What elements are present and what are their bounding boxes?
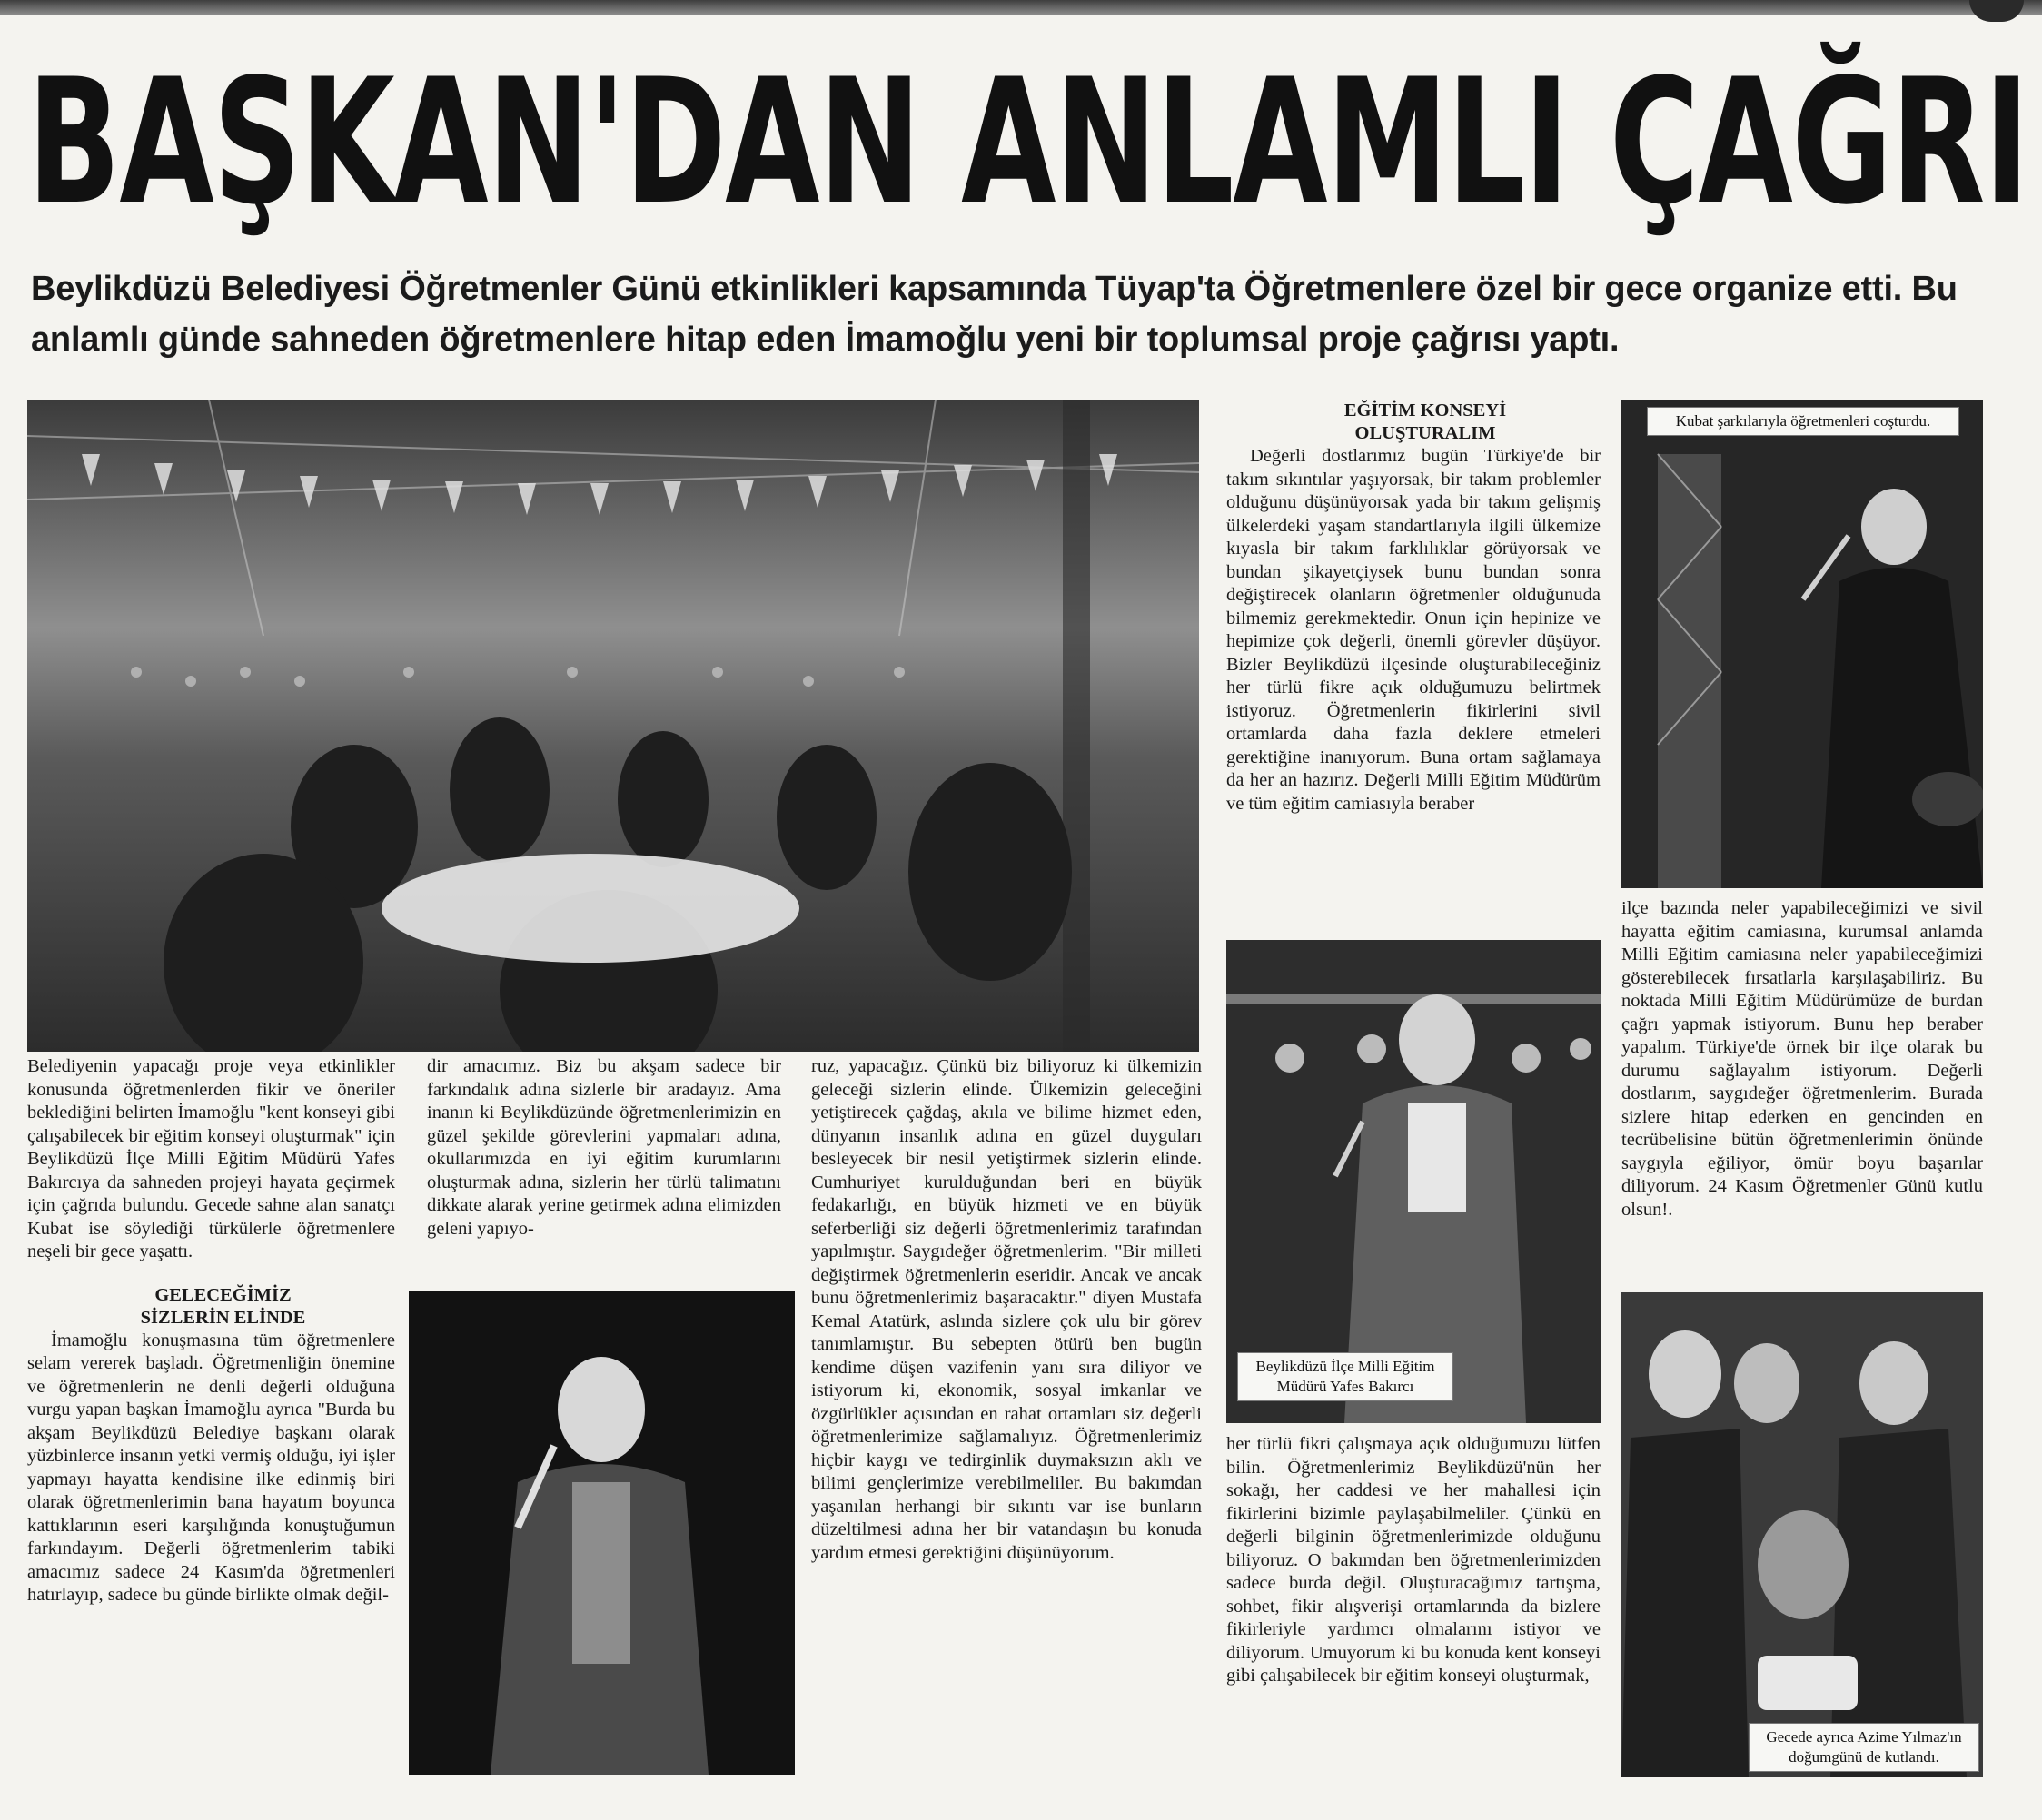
col1-para-1: Belediyenin yapacağı proje veya etkinlikler konusunda öğretmenlerden fikir ve öneriler beklediğini belirten İmamoğlu "kent konseyi gibi çalışabilecek bir eğitim konseyi oluşturmak" için Beylikdüzü İlçe Milli Eğitim Müdürü Yafes Bakırcıya da sahneden projeyi hayata geçirmek için çağrıda bulundu. Gecede sahne alan sanatçı Kubat ise söylediği türkülerle öğretmenlere neşeli bir gece yaşattı. [27,1056,395,1261]
column-4-lower [1226,1433,1601,1688]
bakirci-image [1226,940,1601,1423]
column-3 [811,1055,1202,1565]
column-4-upper [1226,400,1601,816]
col4-subhead-2: OLUŞTURALIM [1354,423,1496,443]
column-2 [427,1055,781,1241]
column-1 [27,1055,395,1607]
col1-subhead-2: SİZLERİN ELİNDE [140,1307,306,1328]
col2-para-1: dir amacımız. Biz bu akşam sadece bir farkındalık adına sizlerle bir aradayız. Ama inanın ki Beylikdüzünde öğretmenlerimizin en güzel şekilde görevlerini yapmaları adına, okullarımızda en iyi eğitim kurumlarını oluşturmak adına, sizlerin her türlü talimatını dikkate alarak yerine getirmek adına elimizden geleni yapıyo- [427,1056,781,1239]
birthday-caption-text: Gecede ayrıca Azime Yılmaz'ın doğumgünü de kutlandı. [1766,1728,1962,1766]
event-hall-photo [27,400,1199,1052]
masthead-fragment [1969,0,2024,22]
bakirci-caption: Beylikdüzü İlçe Milli Eğitim Müdürü Yafes Bakırcı [1237,1352,1453,1401]
birthday-photo [1621,1292,1983,1777]
event-hall-image [27,400,1199,1052]
kubat-caption: Kubat şarkılarıyla öğretmenleri coşturdu. [1647,407,1959,436]
imamoglu-image [409,1291,795,1775]
bakirci-photo [1226,940,1601,1423]
kubat-image [1621,400,1983,888]
kubat-photo [1621,400,1983,888]
birthday-caption [1749,1723,1979,1772]
col4-subhead-1: EĞİTİM KONSEYİ [1343,401,1507,420]
col4-para-2: her türlü fikri çalışmaya açık olduğumuzu lütfen bilin. Öğretmenlerimiz Beylikdüzü'nün her sokağı, her caddesi ve her mahallesi için fikirlerini bizimle paylaşabilmeliler. Çünkü en değerli bilginin öğretmenlerimizde olduğunu biliyoruz. O bakımdan ben öğretmenlerimizden sadece burda değil. Oluşturacağımız tartışma, sohbet, fikir alışverişi ortamlarında da bizlere fikirleriyle yardımcı olmalarını istiyor ve diliyorum. Umuyorum ki bu konuda kent konseyi gibi çalışabilecek bir eğitim konseyi oluşturmak, [1226,1434,1601,1686]
birthday-image [1621,1292,1983,1777]
imamoglu-photo [409,1291,795,1775]
top-border [0,0,2042,15]
col3-para-1: ruz, yapacağız. Çünkü biz biliyoruz ki ülkemizin geleceği sizlerin elinde. Ülkemizin geleceğini yetiştirecek çağdaş, akıla ve bilime hizmet eden, dünyanın insanlık adına en güzel duyguları besleyecek bir nesil yetiştirmek sizlerin elinde. Cumhuriyet kurulduğundan beri en büyük fedakarlığı, en büyük hizmeti ve en büyük seferberliği siz değerli öğretmenlerimiz tarafından yapılmıştır. Saygıdeğer öğretmenlerim. "Bir milleti değiştirmek öğretmenlerin eseridir. Ancak ve ancak bunu öğretmenlerimiz başaracaktır." diyen Mustafa Kemal Atatürk, aslında sizlere çok ulu bir görev tanımlamıştır. Bu sebepten ötürü ben bugün kendime düşen vazifenin yanı sıra diliyor ve istiyorum ki, ekonomik, sosyal imkanlar ve özgürlükler açısından en rahat ortamları siz değerli öğretmenlerimize sağlamalıyız. Öğretmenlerimiz hiçbir kaygı ve tedirginlik duymaksızın aklı ve bilimi gençlerimize verebilmeliler. Bu bakımdan yaşanılan herhangi bir sıkıntı var ise bunların düzeltilmesi adına her bir vatandaşın bu konuda yardım etmesi gerektiğini düşünüyorum. [811,1056,1202,1563]
headline: BAŞKAN'DAN ANLAMLI ÇAĞRI [27,42,2028,242]
col5-para-1: ilçe bazında neler yapabileceğimizi ve sivil hayatta eğitim camiasına, kurumsal anlamda Milli Eğitim camiasına neler yapabileceğimizi gösterebilecek fırsatlarla karşılaşabiliriz. Bu noktada Milli Eğitim Müdürümüze de burdan çağrı yapmak istiyorum. Bunu hep beraber yapalım. Türkiye'de örnek bir ilçe olarak bu durumu sağlayalım istiyorum. Değerli dostlarım, saygıdeğer öğretmenlerim. Burada sizlere hitap ederken en gencinden en tecrübelisine bütün öğretmenlerimin önünde saygıyla eğiliyor, ömür boyu başarılar diliyorum. 24 Kasım Öğretmenler Günü kutlu olsun!. [1621,898,1983,1220]
col4-para-1: Değerli dostlarımız bugün Türkiye'de bir takım sıkıntılar yaşıyorsak, bir takım problemler olduğunu düşünüyorsak yada bir takım gelişmiş ülkelerdeki yaşam standartlarıyla ilgili ülkemize kıyasla bir takım farklılıklar görüyorsak ve bundan şikayetçiysek bunu bundan sonra değiştirecek olanların öğretmenler olduğunuda bilmemiz gerekmektedir. Onun için hepinize ve hepimize çok değerli, önemli görevler düşüyor. Bizler Beylikdüzü ilçesinde oluşturabileceğiniz her türlü fikre açık olduğumuzu belirtmek istiyoruz. Öğretmenlerin fikirlerini sivil ortamlarda daha fazla deklere etmeleri gerektiğine inanıyorum. Buna ortam sağlamaya da her an hazırız. Değerli Milli Eğitim Müdürüm ve tüm eğitim camiasıyla beraber [1226,446,1601,814]
column-5 [1621,897,1983,1222]
lead-paragraph: Beylikdüzü Belediyesi Öğretmenler Günü etkinlikleri kapsamında Tüyap'ta Öğretmenlere özel bir gece organize etti. Bu anlamlı günde sahneden öğretmenlere hitap eden İmamoğlu yeni bir toplumsal proje çağrısı yaptı. [31,270,1958,359]
col1-subhead-1: GELECEĞİMİZ [154,1284,292,1305]
col1-para-2: İmamoğlu konuşmasına tüm öğretmenlere selam vererek başladı. Öğretmenliğin önemine ve öğretmenlerin ne denli değerli olduğuna vurgu yapan başkan İmamoğlu ayrıca "Burda bu akşam Beylikdüzü Belediye başkanı olarak yüzbinlerce insanın yetki vermiş olduğu, iyi işler yapmayı hayatta kendisine ilke edinmiş biri olarak öğretmenlerimin bana hayatım boyunca kattıklarının eseri karşılığında konuştuğumun farkındayım. Değerli öğretmenlerim tabiki amacımız sadece 24 Kasım'da öğretmenleri hatırlayıp, sadece bu günde birlikte olmak değil- [27,1330,395,1605]
